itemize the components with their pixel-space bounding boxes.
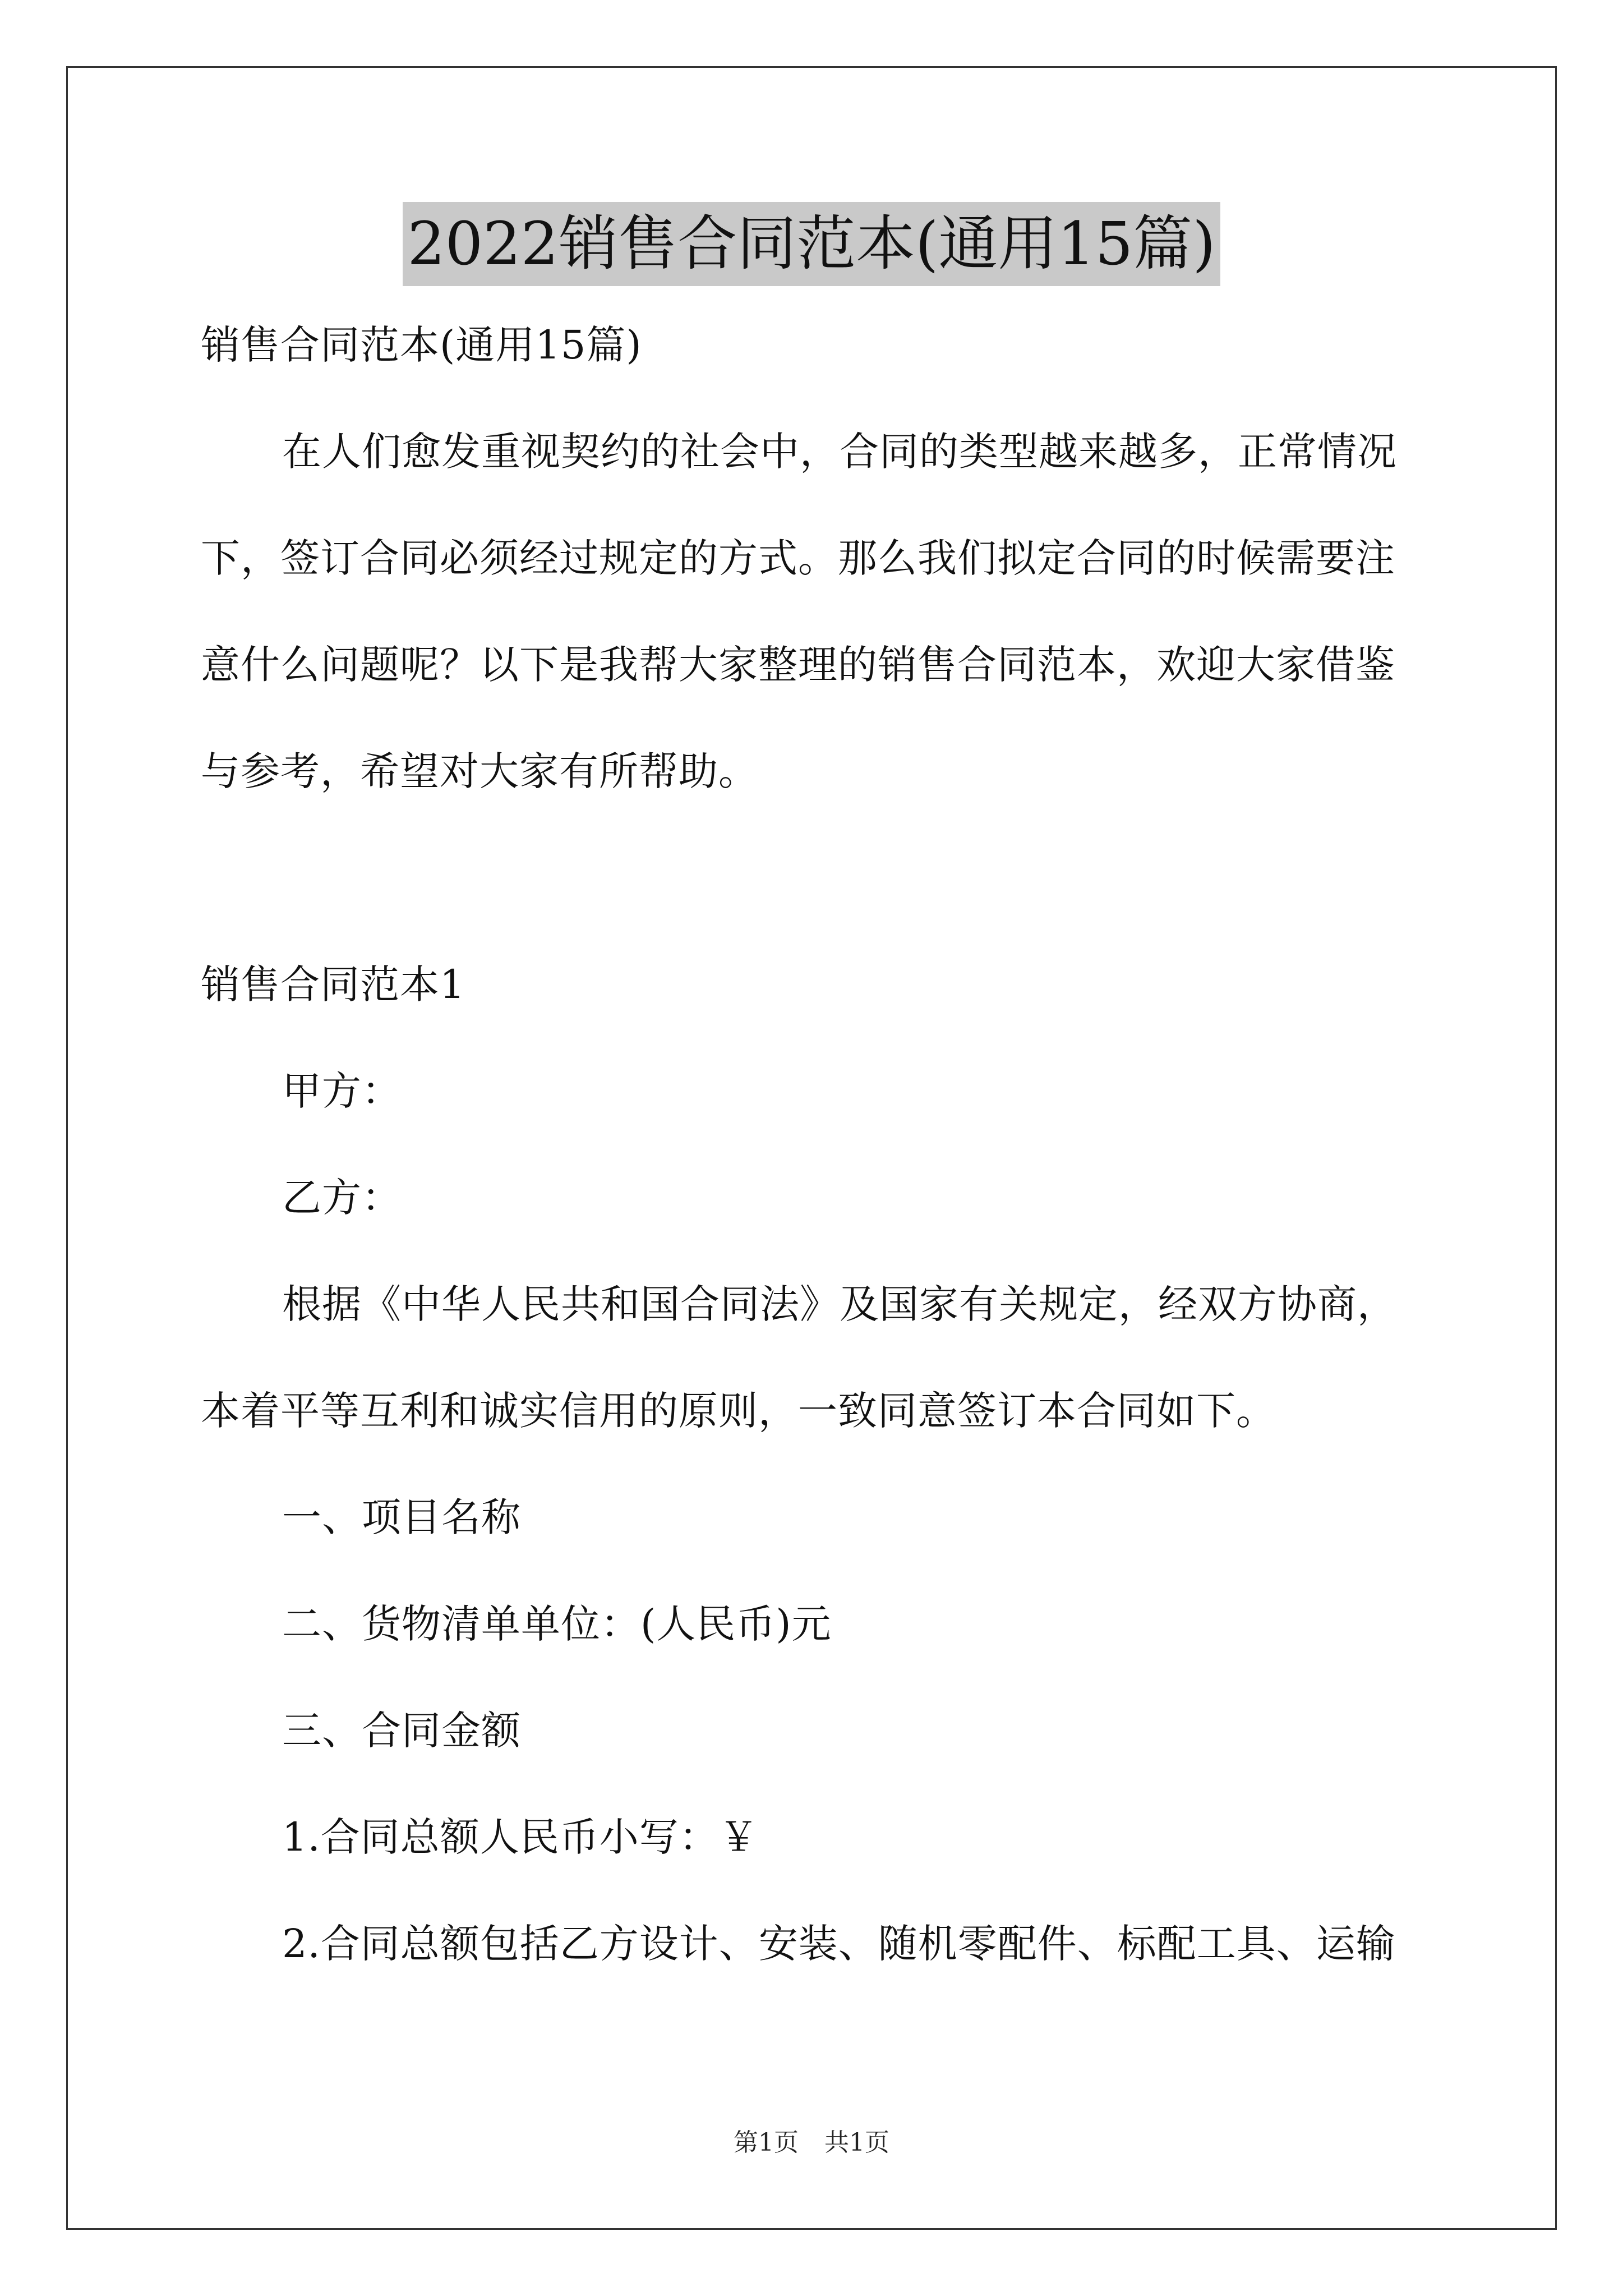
clause-amount-item-2: 2.合同总额包括乙方设计、安装、随机零配件、标配工具、运输 (282, 1921, 1396, 1967)
total-pages-label: 共1页 (824, 2128, 889, 2157)
subtitle-paragraph: 销售合同范本(通用15篇) (201, 322, 642, 368)
current-page-label: 第1页 (734, 2128, 799, 2157)
basis-line-1: 根据《中华人民共和国合同法》及国家有关规定，经双方协商， (282, 1281, 1397, 1327)
clause-goods-list: 二、货物清单单位：(人民币)元 (282, 1601, 832, 1647)
party-a-line: 甲方： (282, 1068, 402, 1114)
intro-line-4: 与参考，希望对大家有所帮助。 (201, 748, 758, 794)
clause-contract-amount: 三、合同金额 (282, 1708, 521, 1754)
document-body (201, 292, 1422, 1997)
section-gap (201, 825, 1422, 931)
party-b-line: 乙方： (282, 1175, 402, 1221)
title-container (0, 202, 1623, 286)
clause-project-name: 一、项目名称 (282, 1494, 521, 1540)
intro-line-1: 在人们愈发重视契约的社会中，合同的类型越来越多，正常情况 (282, 429, 1397, 475)
basis-line-2: 本着平等互利和诚实信用的原则，一致同意签订本合同如下。 (201, 1388, 1276, 1434)
clause-amount-item-1: 1.合同总额人民币小写：￥ (282, 1814, 759, 1860)
section-heading-contract-1: 销售合同范本1 (201, 961, 465, 1007)
page-footer (0, 2126, 1623, 2160)
intro-line-3: 意什么问题呢？以下是我帮大家整理的销售合同范本，欢迎大家借鉴 (201, 642, 1395, 688)
intro-line-2: 下，签订合同必须经过规定的方式。那么我们拟定合同的时候需要注 (201, 535, 1395, 581)
document-title: 2022销售合同范本(通用15篇) (403, 202, 1220, 286)
